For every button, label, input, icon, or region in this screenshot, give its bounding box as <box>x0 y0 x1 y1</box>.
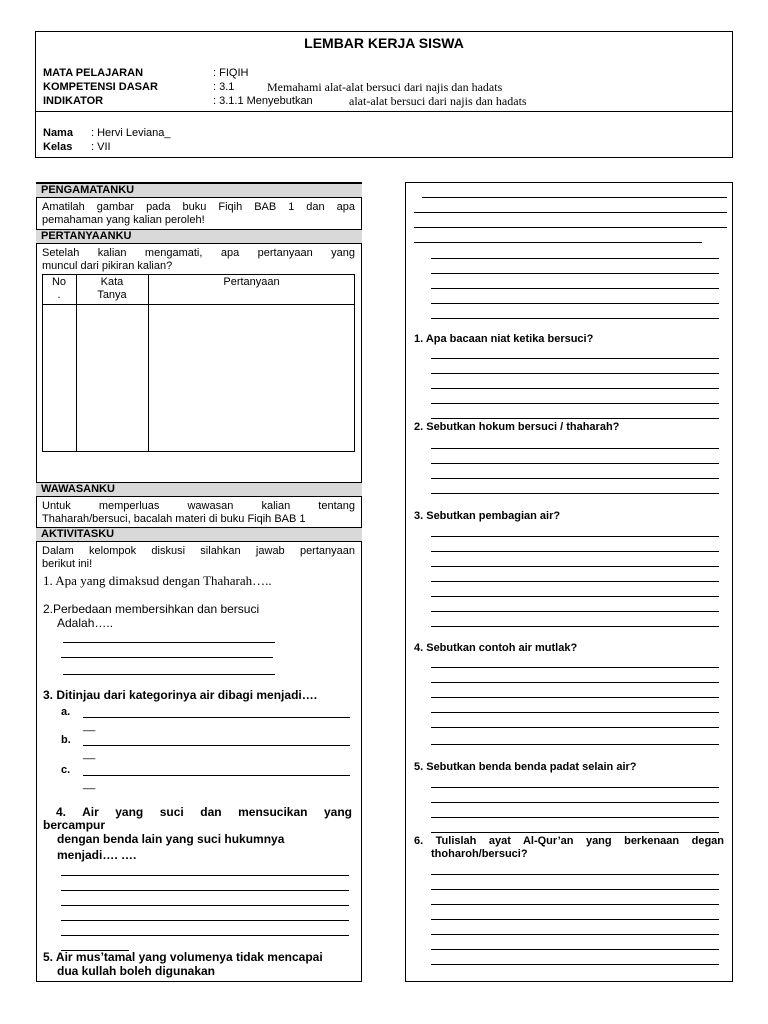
right-q2-line-2[interactable] <box>431 463 719 464</box>
right-q6-line-6[interactable] <box>431 949 719 950</box>
left-q3-tail-c: __ <box>83 778 96 790</box>
right-q1-line-2[interactable] <box>431 373 719 374</box>
left-q2-line1: 2.Perbedaan membersihkan dan bersuci <box>43 602 260 616</box>
section-pengamatanku: PENGAMATANKU <box>36 183 362 198</box>
right-q3: 3. Sebutkan pembagian air? <box>414 510 561 522</box>
right-q1-line-1[interactable] <box>431 358 719 359</box>
label-nama: Nama <box>43 127 73 139</box>
value-kompetensi-text: Memahami alat-alat bersuci dari najis dan hadats <box>267 80 503 94</box>
pertanyaan-text-2: muncul dari pikiran kalian? <box>42 260 173 272</box>
left-q3-opt-c: c. <box>61 764 71 776</box>
left-q3-tail-b: __ <box>83 748 96 760</box>
right-q3-line-2[interactable] <box>431 551 719 552</box>
right-intro-line-4[interactable] <box>414 242 702 243</box>
left-q1: 1. Apa yang dimaksud dengan Thaharah….. <box>43 573 272 588</box>
value-indikator-num: : 3.1.1 Menyebutkan <box>213 95 313 107</box>
value-kelas[interactable]: : VII <box>91 141 111 153</box>
right-q3-line-4[interactable] <box>431 581 719 582</box>
right-q5: 5. Sebutkan benda benda padat selain air? <box>414 761 637 773</box>
value-kompetensi-num: : 3.1 <box>213 81 235 93</box>
right-q1-line-3[interactable] <box>431 388 719 389</box>
right-q3-line-3[interactable] <box>431 566 719 567</box>
th-no <box>42 276 76 302</box>
left-q2-answer-line-2[interactable] <box>61 657 273 658</box>
left-q2-line2: Adalah….. <box>57 616 114 630</box>
right-intro-line-8[interactable] <box>431 303 719 304</box>
table-cell-kata-tanya[interactable] <box>77 305 147 451</box>
right-q1-line-5[interactable] <box>431 418 719 419</box>
right-q4: 4. Sebutkan contoh air mutlak? <box>414 642 578 654</box>
left-q2-answer-line-1[interactable] <box>63 642 275 643</box>
right-q6-line-5[interactable] <box>431 934 719 935</box>
right-q6-line1: 6. Tulislah ayat Al-Qur’an yang berkenaan degan <box>414 835 724 847</box>
right-q4-line-3[interactable] <box>431 697 719 698</box>
right-intro-line-1[interactable] <box>422 197 727 198</box>
right-intro-line-2[interactable] <box>414 212 727 213</box>
wawasan-text-1: Untuk memperluas wawasan kalian tentang <box>42 500 355 512</box>
section-aktivitasku: AKTIVITASKU <box>36 527 362 542</box>
th-kata: Kata <box>100 276 124 288</box>
label-indikator: INDIKATOR <box>43 95 104 107</box>
table-cell-no[interactable] <box>43 305 75 451</box>
right-q6-line-1[interactable] <box>431 874 719 875</box>
right-q2: 2. Sebutkan hokum bersuci / thaharah? <box>414 421 620 433</box>
right-q6-line-4[interactable] <box>431 919 719 920</box>
value-mata-pelajaran: : FIQIH <box>213 67 249 79</box>
right-q3-line-6[interactable] <box>431 611 719 612</box>
left-q3: 3. Ditinjau dari kategorinya air dibagi menjadi…. <box>43 688 318 702</box>
right-intro-line-3[interactable] <box>414 227 727 228</box>
right-q2-line-4[interactable] <box>431 493 719 494</box>
left-q4-answer-line-3[interactable] <box>61 905 349 906</box>
right-q5-line-4[interactable] <box>431 832 719 833</box>
left-q3-answer-b[interactable] <box>83 745 350 746</box>
right-q4-line-6[interactable] <box>431 744 719 745</box>
right-q6-line-3[interactable] <box>431 904 719 905</box>
right-q4-line-4[interactable] <box>431 712 719 713</box>
right-q2-line-3[interactable] <box>431 478 719 479</box>
label-mata-pelajaran: MATA PELAJARAN <box>43 67 144 79</box>
right-q1-line-4[interactable] <box>431 403 719 404</box>
left-q4-answer-line-2[interactable] <box>61 890 349 891</box>
left-q5-line2: dua kullah boleh digunakan <box>57 964 216 978</box>
right-intro-line-9[interactable] <box>431 318 719 319</box>
table-cell-pertanyaan[interactable] <box>149 305 354 451</box>
th-tanya: Tanya <box>97 289 127 301</box>
left-q3-answer-a[interactable] <box>83 717 350 718</box>
th-no-line2: . <box>57 289 61 301</box>
label-kelas: Kelas <box>43 141 73 153</box>
left-q4-line1: 4. Air yang suci dan mensucikan yang <box>56 805 352 819</box>
left-q4-answer-line-1[interactable] <box>61 875 349 876</box>
right-q4-line-5[interactable] <box>431 727 719 728</box>
left-q3-opt-a: a. <box>61 706 71 718</box>
right-q1: 1. Apa bacaan niat ketika bersuci? <box>414 333 594 345</box>
left-q2-answer-line-3[interactable] <box>63 674 275 675</box>
left-q3-opt-b: b. <box>61 734 71 746</box>
aktivitas-text-1: Dalam kelompok diskusi silahkan jawab pertanyaan <box>42 545 355 557</box>
value-indikator-text: alat-alat bersuci dari najis dan hadats <box>349 94 527 108</box>
pengamatan-text-2: pemahaman yang kalian peroleh! <box>42 214 205 226</box>
right-panel <box>405 182 733 982</box>
left-q4-line2: bercampur <box>43 818 106 832</box>
aktivitas-text-2: berikut ini! <box>42 558 93 570</box>
right-q5-line-1[interactable] <box>431 787 719 788</box>
right-q6-line2: thoharoh/bersuci? <box>431 848 528 860</box>
right-intro-line-6[interactable] <box>431 273 719 274</box>
left-q3-answer-c[interactable] <box>83 775 350 776</box>
pengamatan-text-1: Amatilah gambar pada buku Fiqih BAB 1 dan apa <box>42 201 355 213</box>
label-kompetensi-dasar: KOMPETENSI DASAR <box>43 81 158 93</box>
pertanyaan-text-1: Setelah kalian mengamati, apa pertanyaan yang <box>42 247 355 259</box>
right-q3-line-7[interactable] <box>431 626 719 627</box>
section-pertanyaanku: PERTANYAANKU <box>36 229 362 244</box>
right-q5-line-3[interactable] <box>431 817 719 818</box>
right-q5-line-2[interactable] <box>431 802 719 803</box>
left-q4-line3: dengan benda lain yang suci hukumnya <box>57 832 285 846</box>
right-intro-line-5[interactable] <box>431 258 719 259</box>
right-q6-line-2[interactable] <box>431 889 719 890</box>
value-nama[interactable]: : Hervi Leviana_ <box>91 127 171 139</box>
th-no-line1: No <box>51 276 67 288</box>
left-q5-line1: 5. Air mus’tamal yang volumenya tidak mencapai <box>43 950 323 964</box>
th-kata-tanya <box>76 276 148 302</box>
right-q4-line-2[interactable] <box>431 682 719 683</box>
right-intro-line-7[interactable] <box>431 288 719 289</box>
left-q4-line4: menjadi…. …. <box>57 848 137 862</box>
right-q6-line-7[interactable] <box>431 964 719 965</box>
right-q3-line-5[interactable] <box>431 596 719 597</box>
left-q4-answer-line-5[interactable] <box>61 935 349 936</box>
right-q4-line-1[interactable] <box>431 667 719 668</box>
section-wawasanku: WAWASANKU <box>36 482 362 497</box>
right-q2-line-1[interactable] <box>431 448 719 449</box>
wawasan-text-2: Thaharah/bersuci, bacalah materi di buku Fiqih BAB 1 <box>42 513 306 525</box>
th-pertanyaan: Pertanyaan <box>223 276 280 288</box>
header-divider <box>35 111 733 112</box>
left-q3-tail-a: __ <box>83 720 96 732</box>
page-title: LEMBAR KERJA SISWA <box>304 35 464 51</box>
left-q4-answer-line-4[interactable] <box>61 920 349 921</box>
right-q3-line-1[interactable] <box>431 536 719 537</box>
